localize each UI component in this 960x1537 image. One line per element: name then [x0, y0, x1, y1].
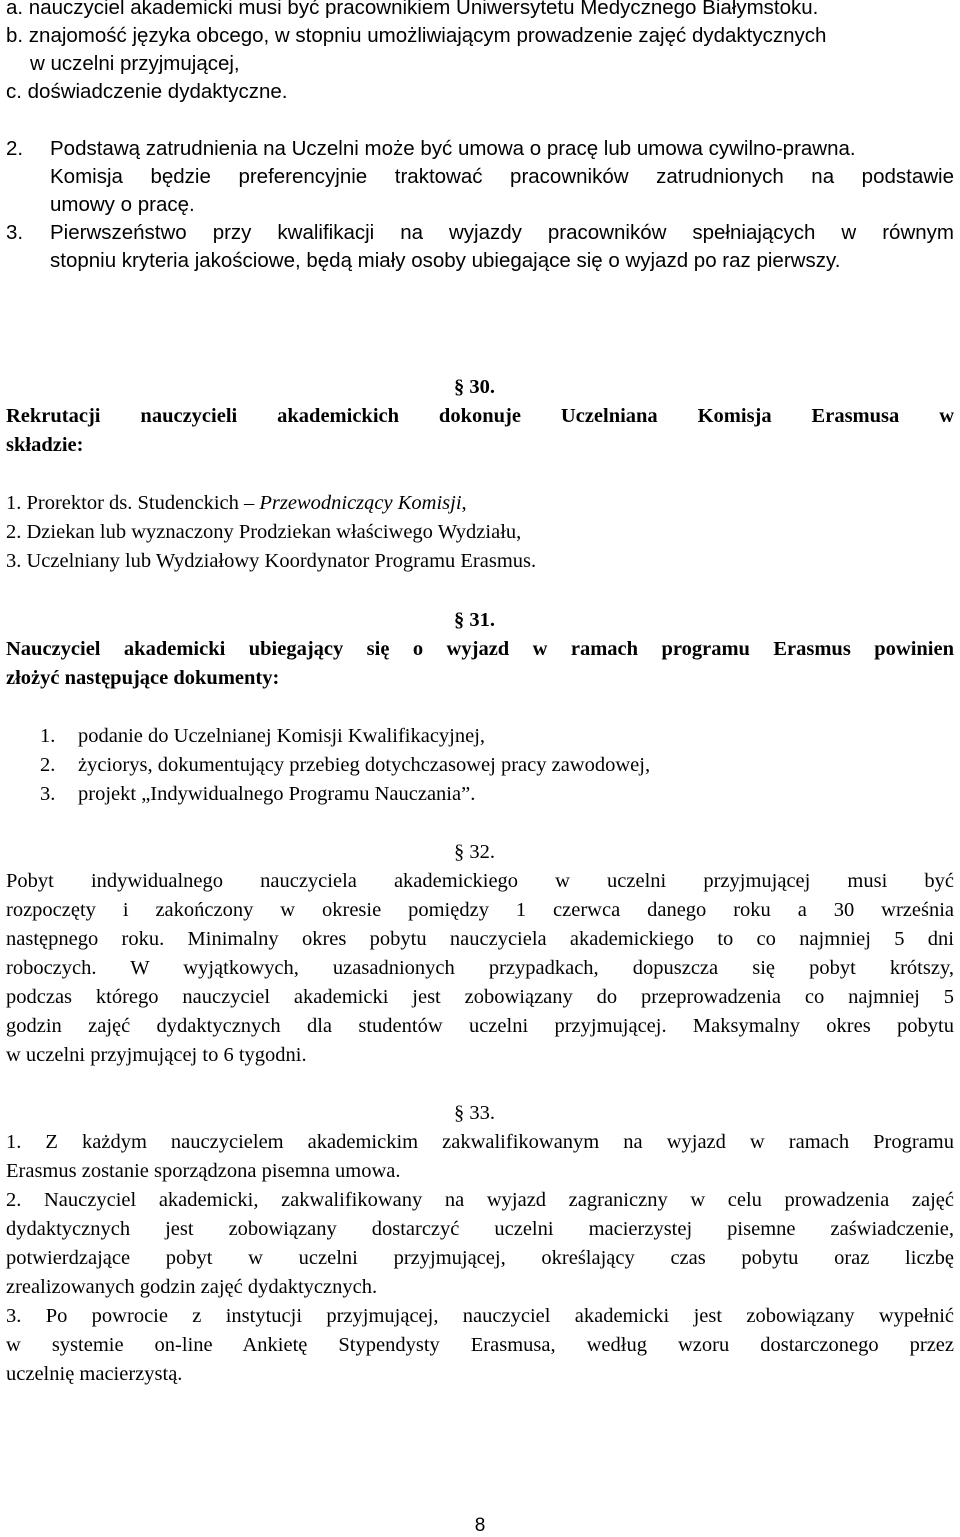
section-32-line2: rozpoczęty i zakończony w okresie pomiędzy 1 czerwca danego roku a 30 września [6, 899, 954, 921]
section-33-p2-line3: potwierdzające pobyt w uczelni przyjmującej, określający czas pobytu oraz liczbę [6, 1247, 954, 1269]
section-31-item-1-number: 1. [40, 725, 56, 747]
section-33-p2-line4: zrealizowanych godzin zajęć dydaktycznych. [6, 1276, 378, 1298]
item-2-line2: Komisja będzie preferencyjnie traktować pracowników zatrudnionych na podstawie [50, 165, 954, 188]
section-32-line6: godzin zajęć dydaktycznych dla studentów uczelni przyjmującej. Maksymalny okres pobytu [6, 1015, 954, 1037]
section-31-item-2-number: 2. [40, 754, 56, 776]
section-32-line4: roboczych. W wyjątkowych, uzasadnionych przypadkach, dopuszcza się pobyt krótszy, [6, 957, 954, 979]
section-32-line1: Pobyt indywidualnego nauczyciela akademickiego w uczelni przyjmującej musi być [6, 870, 954, 892]
section-30-heading-line2: składzie: [6, 434, 84, 456]
section-33-p3-line2: w systemie on-line Ankietę Stypendysty Erasmusa, według wzoru dostarczonego przez [6, 1334, 954, 1356]
section-33-p1-line1: 1. Z każdym nauczycielem akademickim zakwalifikowanym na wyjazd w ramach Programu [6, 1131, 954, 1153]
item-2-line1: Podstawą zatrudnienia na Uczelni może być umowa o pracę lub umowa cywilno-prawna. [50, 137, 856, 160]
section-30-item-3: 3. Uczelniany lub Wydziałowy Koordynator Programu Erasmus. [6, 550, 537, 572]
item-b-line1: b. znajomość języka obcego, w stopniu umożliwiającym prowadzenie zajęć dydaktycznych [6, 24, 827, 47]
item-c: c. doświadczenie dydaktyczne. [6, 80, 288, 103]
section-30-label: § 30. [454, 376, 495, 398]
section-33-p3-line3: uczelnię macierzystą. [6, 1363, 183, 1385]
section-33-label: § 33. [454, 1102, 495, 1124]
section-33-p1-line2: Erasmus zostanie sporządzona pisemna umowa. [6, 1160, 401, 1182]
section-32-label: § 32. [454, 841, 495, 863]
section-33-p3-line1: 3. Po powrocie z instytucji przyjmującej, nauczyciel akademicki jest zobowiązany wypełnić [6, 1305, 954, 1327]
section-31-heading-line1: Nauczyciel akademicki ubiegający się o wyjazd w ramach programu Erasmus powinien [6, 638, 954, 660]
section-32-line7: w uczelni przyjmującej to 6 tygodni. [6, 1044, 307, 1066]
section-32-line5: podczas którego nauczyciel akademicki jest zobowiązany do przeprowadzenia co najmniej 5 [6, 986, 954, 1008]
item-a: a. nauczyciel akademicki musi być pracownikiem Uniwersytetu Medycznego Białymstoku. [6, 0, 819, 19]
section-31-item-1: podanie do Uczelnianej Komisji Kwalifikacyjnej, [78, 725, 486, 747]
section-31-item-3: projekt „Indywidualnego Programu Nauczania”. [78, 783, 476, 805]
item-3-line2: stopniu kryteria jakościowe, będą miały osoby ubiegające się o wyjazd po raz pierwszy. [50, 249, 841, 272]
item-2-number: 2. [6, 137, 24, 160]
item-3-number: 3. [6, 221, 24, 244]
section-30-heading-line1: Rekrutacji nauczycieli akademickich dokonuje Uczelniana Komisja Erasmusa w [6, 405, 954, 427]
section-33-p2-line1: 2. Nauczyciel akademicki, zakwalifikowany na wyjazd zagraniczny w celu prowadzenia zajęć [6, 1189, 954, 1211]
section-30-item-1: 1. Prorektor ds. Studenckich – Przewodniczący Komisji, [6, 492, 467, 514]
section-31-label: § 31. [454, 609, 495, 631]
page-number: 8 [474, 1515, 486, 1536]
section-33-p2-line2: dydaktycznych jest zobowiązany dostarczyć uczelni macierzystej pisemne zaświadczenie, [6, 1218, 954, 1240]
item-3-line1: Pierwszeństwo przy kwalifikacji na wyjazdy pracowników spełniających w równym [50, 221, 954, 244]
section-32-line3: następnego roku. Minimalny okres pobytu nauczyciela akademickiego to co najmniej 5 dni [6, 928, 954, 950]
section-31-item-2: życiorys, dokumentujący przebieg dotychczasowej pracy zawodowej, [78, 754, 651, 776]
section-31-item-3-number: 3. [40, 783, 56, 805]
section-31-heading-line2: złożyć następujące dokumenty: [6, 667, 280, 689]
item-2-line3: umowy o pracę. [50, 193, 195, 216]
item-b-line2: w uczelni przyjmującej, [30, 52, 240, 75]
section-30-item-2: 2. Dziekan lub wyznaczony Prodziekan właściwego Wydziału, [6, 521, 522, 543]
